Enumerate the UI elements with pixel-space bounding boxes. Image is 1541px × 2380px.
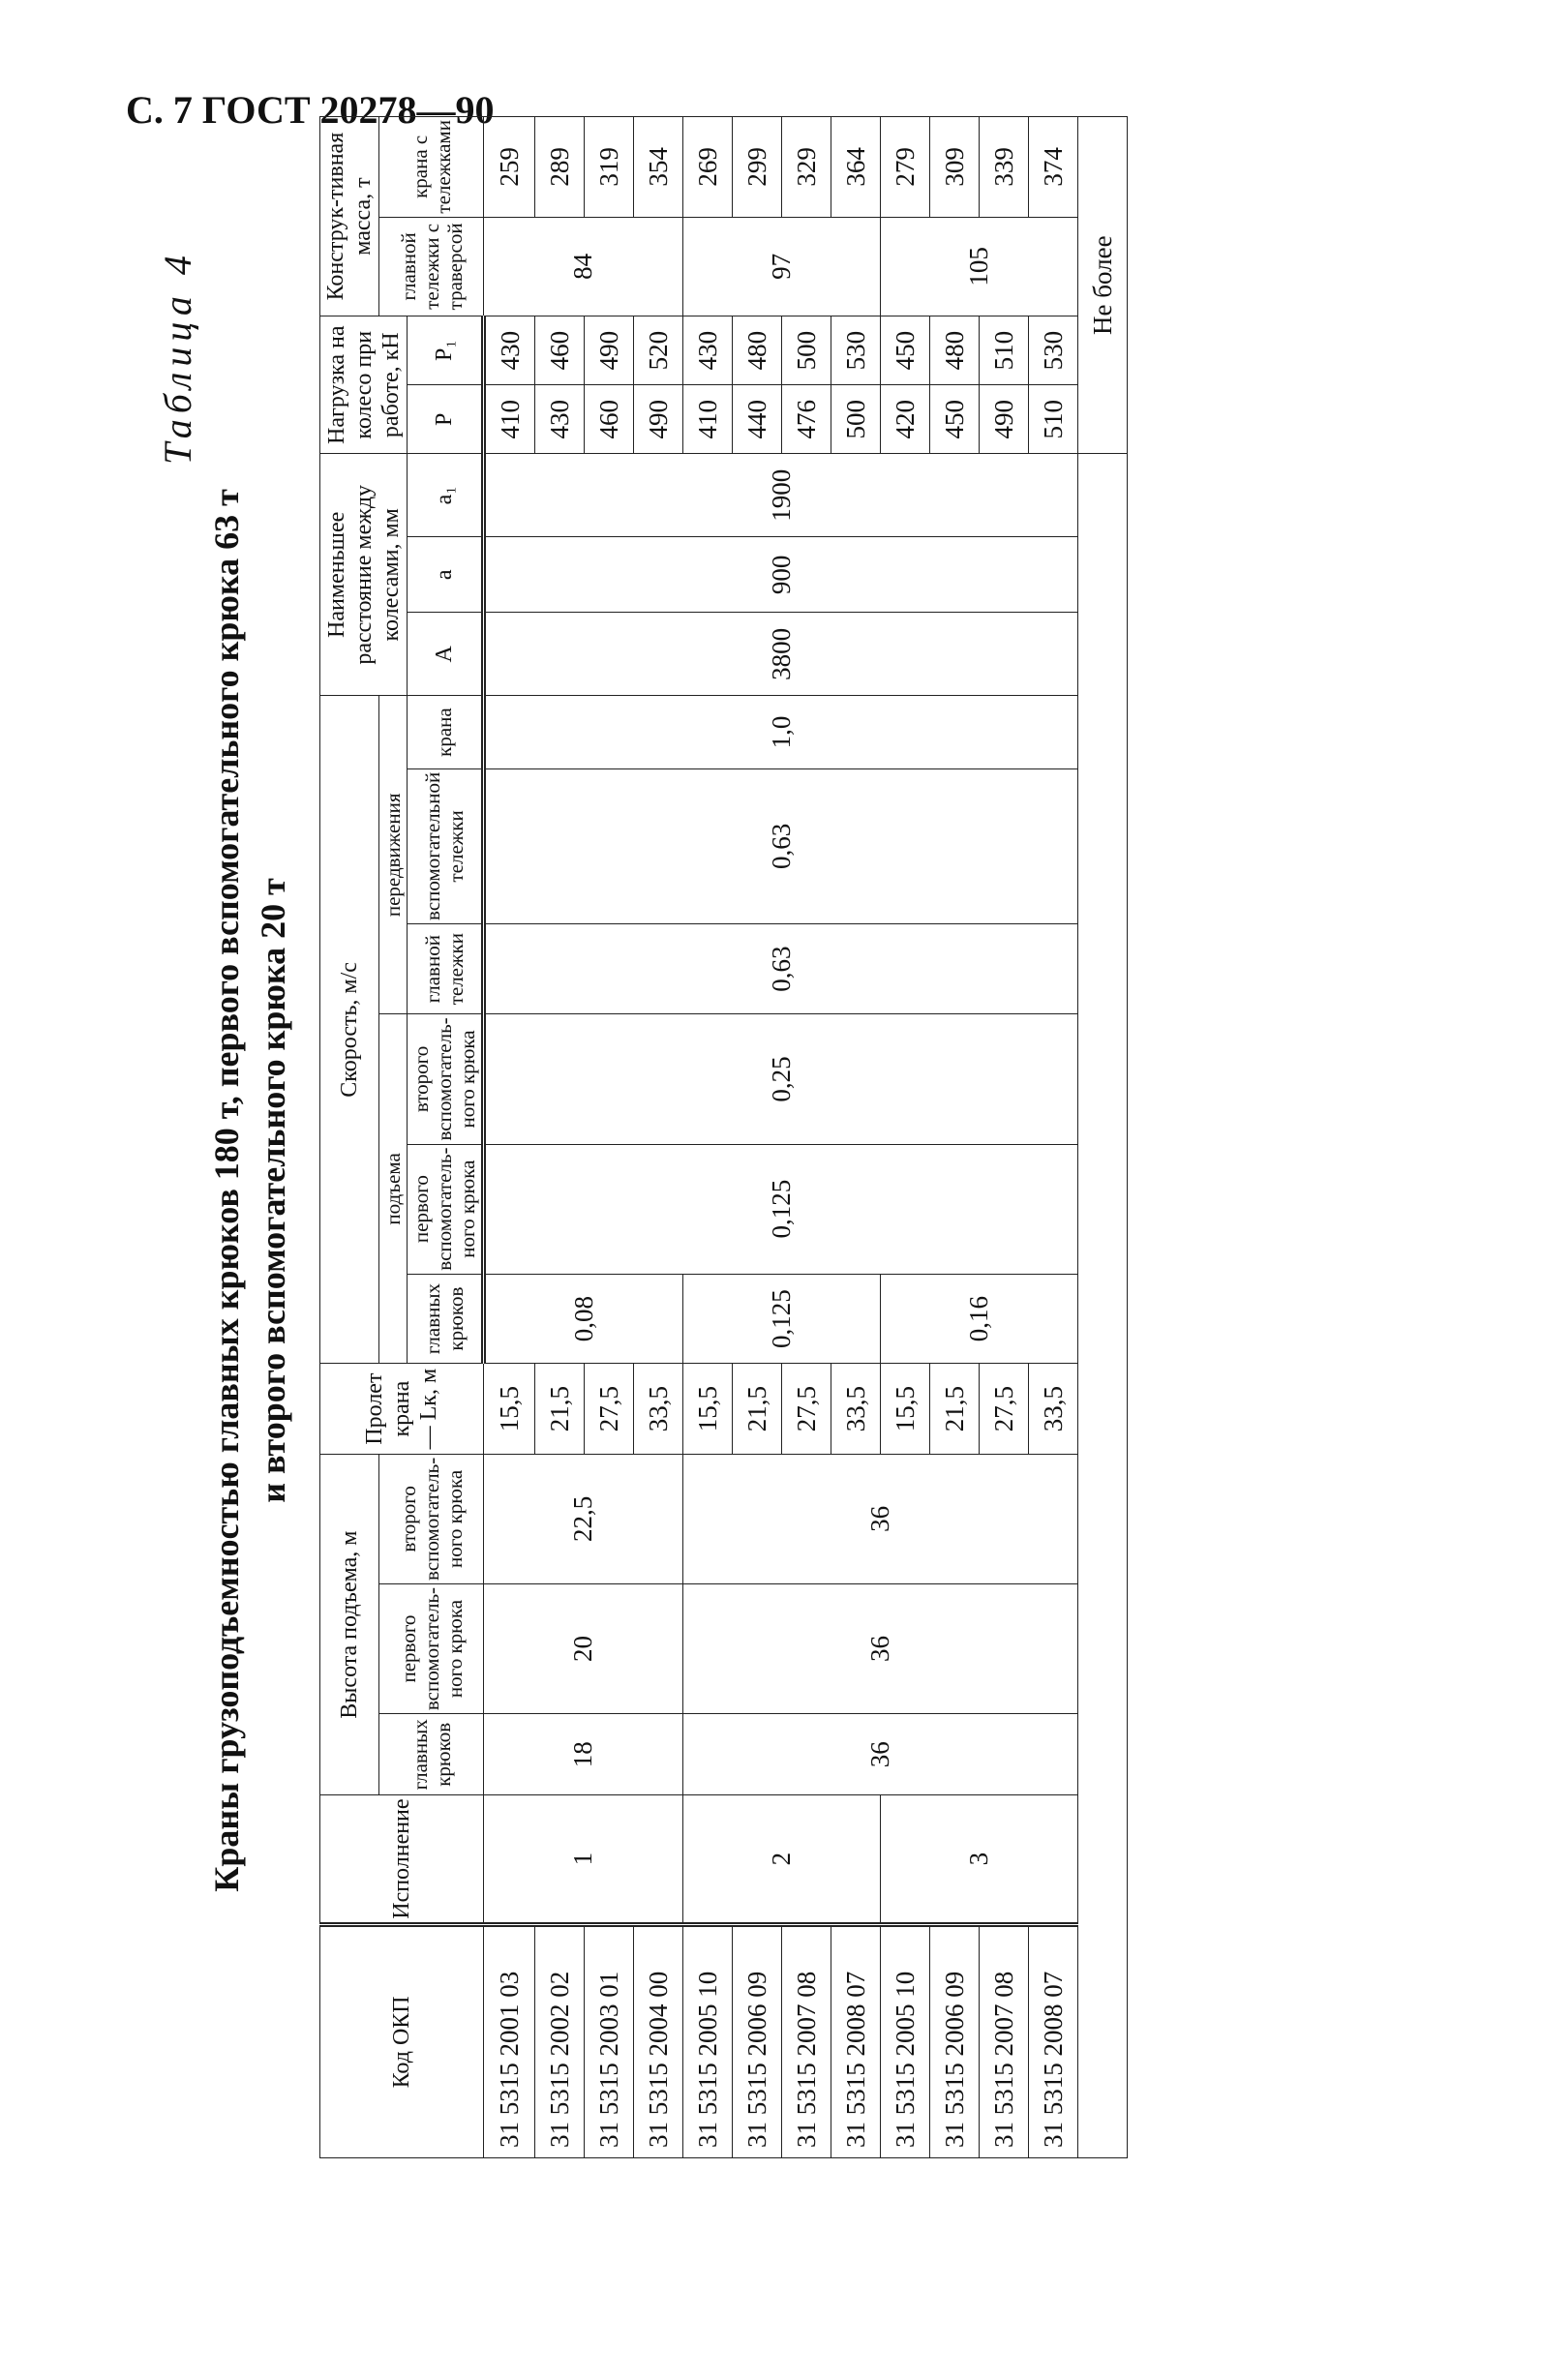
dist-A-value: 3800 bbox=[484, 613, 1078, 696]
span-value: 15,5 bbox=[484, 1364, 535, 1454]
load-P-value: 500 bbox=[831, 385, 881, 454]
mass-crane-value: 259 bbox=[484, 117, 535, 218]
okp-code: 31 5315 2008 07 bbox=[1029, 1924, 1078, 2157]
load-P-value: 460 bbox=[585, 385, 634, 454]
load-P1-value: 430 bbox=[484, 316, 535, 385]
page-header: С. 7 ГОСТ 20278—90 bbox=[126, 88, 495, 132]
mass-crane-value: 354 bbox=[634, 117, 683, 218]
header-dist-A: A bbox=[408, 613, 484, 696]
okp-code: 31 5315 2007 08 bbox=[980, 1924, 1029, 2157]
okp-code: 31 5315 2005 10 bbox=[683, 1924, 733, 2157]
load-P-value: 410 bbox=[484, 385, 535, 454]
header-distance: Наименьшее расстояние между колесами, мм bbox=[320, 454, 408, 696]
load-P1-value: 530 bbox=[1029, 316, 1078, 385]
load-P1-value: 500 bbox=[782, 316, 831, 385]
header-load-P1: P₁ bbox=[408, 316, 484, 385]
lift-main-value: 18 bbox=[484, 1714, 683, 1795]
dist-a-value: 900 bbox=[484, 537, 1078, 613]
header-speed-main-trolley: главной тележки bbox=[408, 923, 484, 1013]
load-P-value: 510 bbox=[1029, 385, 1078, 454]
load-P1-value: 460 bbox=[535, 316, 585, 385]
crane-table bbox=[319, 116, 1128, 2158]
table-label: Таблица 4 bbox=[156, 250, 199, 465]
lift-aux1-value: 36 bbox=[683, 1583, 1078, 1713]
load-P-value: 450 bbox=[930, 385, 980, 454]
dist-a1-value: 1900 bbox=[484, 454, 1078, 537]
header-lift-main: главных крюков bbox=[379, 1714, 484, 1795]
span-value: 27,5 bbox=[980, 1364, 1029, 1454]
mass-crane-value: 374 bbox=[1029, 117, 1078, 218]
okp-code: 31 5315 2006 09 bbox=[733, 1924, 782, 2157]
speed-main-trolley-value: 0,63 bbox=[484, 923, 1078, 1013]
header-load-P: P bbox=[408, 385, 484, 454]
header-mass: Конструк-тивная масса, т bbox=[320, 117, 379, 316]
load-P1-value: 530 bbox=[831, 316, 881, 385]
okp-code: 31 5315 2002 02 bbox=[535, 1924, 585, 2157]
header-mass-trolley: главной тележки с траверсой bbox=[379, 217, 484, 316]
mass-crane-value: 319 bbox=[585, 117, 634, 218]
span-value: 27,5 bbox=[782, 1364, 831, 1454]
load-P-value: 476 bbox=[782, 385, 831, 454]
load-P-value: 490 bbox=[634, 385, 683, 454]
mass-trolley-value: 105 bbox=[881, 217, 1078, 316]
lift-aux2-value: 22,5 bbox=[484, 1454, 683, 1583]
load-P-value: 430 bbox=[535, 385, 585, 454]
load-P1-value: 450 bbox=[881, 316, 930, 385]
lift-main-value: 36 bbox=[683, 1714, 1078, 1795]
span-value: 27,5 bbox=[585, 1364, 634, 1454]
header-okp: Код ОКП bbox=[320, 1924, 484, 2157]
speed-main-value: 0,16 bbox=[881, 1274, 1078, 1364]
okp-code: 31 5315 2001 03 bbox=[484, 1924, 535, 2157]
speed-crane-value: 1,0 bbox=[484, 696, 1078, 769]
load-P1-value: 510 bbox=[980, 316, 1029, 385]
header-execution: Исполнение bbox=[320, 1795, 484, 1924]
span-value: 21,5 bbox=[535, 1364, 585, 1454]
mass-crane-value: 364 bbox=[831, 117, 881, 218]
mass-crane-value: 289 bbox=[535, 117, 585, 218]
execution-value: 3 bbox=[881, 1795, 1078, 1924]
header-speed-aux1: первого вспомогатель-ного крюка bbox=[408, 1144, 484, 1274]
header-lift-aux2: второго вспомогатель-ного крюка bbox=[379, 1454, 484, 1583]
execution-value: 2 bbox=[683, 1795, 881, 1924]
execution-value: 1 bbox=[484, 1795, 683, 1924]
header-speed-aux-trolley: вспомогательной тележки bbox=[408, 768, 484, 923]
mass-crane-value: 339 bbox=[980, 117, 1029, 218]
mass-crane-value: 299 bbox=[733, 117, 782, 218]
load-P-value: 490 bbox=[980, 385, 1029, 454]
mass-crane-value: 329 bbox=[782, 117, 831, 218]
header-dist-a: a bbox=[408, 537, 484, 613]
span-value: 33,5 bbox=[1029, 1364, 1078, 1454]
okp-code: 31 5315 2007 08 bbox=[782, 1924, 831, 2157]
header-span: Пролет крана — Lк, м bbox=[320, 1364, 484, 1454]
header-row-1 bbox=[320, 117, 379, 2158]
header-wheel-load: Нагрузка на колесо при работе, кН bbox=[320, 316, 408, 454]
span-value: 15,5 bbox=[683, 1364, 733, 1454]
header-speed-crane: крана bbox=[408, 696, 484, 769]
lift-aux1-value: 20 bbox=[484, 1583, 683, 1713]
load-P1-value: 480 bbox=[733, 316, 782, 385]
span-value: 21,5 bbox=[930, 1364, 980, 1454]
speed-aux-trolley-value: 0,63 bbox=[484, 768, 1078, 923]
okp-code: 31 5315 2005 10 bbox=[881, 1924, 930, 2157]
load-P1-value: 490 bbox=[585, 316, 634, 385]
span-value: 33,5 bbox=[831, 1364, 881, 1454]
load-P-value: 420 bbox=[881, 385, 930, 454]
header-speed-aux2: второго вспомогатель-ного крюка bbox=[408, 1014, 484, 1144]
header-speed: Скорость, м/с bbox=[320, 696, 379, 1364]
lift-aux2-value: 36 bbox=[683, 1454, 1078, 1583]
mass-crane-value: 309 bbox=[930, 117, 980, 218]
okp-code: 31 5315 2004 00 bbox=[634, 1924, 683, 2157]
span-value: 21,5 bbox=[733, 1364, 782, 1454]
header-speed-lift: подъема bbox=[379, 1014, 408, 1364]
span-value: 33,5 bbox=[634, 1364, 683, 1454]
speed-main-value: 0,125 bbox=[683, 1274, 881, 1364]
table-wrapper bbox=[319, 116, 1128, 2158]
header-lift-height: Высота подъема, м bbox=[320, 1454, 379, 1795]
speed-main-value: 0,08 bbox=[484, 1274, 683, 1364]
load-P1-value: 480 bbox=[930, 316, 980, 385]
not-more-row bbox=[1078, 117, 1128, 2158]
header-dist-a1: a₁ bbox=[408, 454, 484, 537]
speed-aux1-value: 0,125 bbox=[484, 1144, 1078, 1274]
header-mass-crane: крана с тележками bbox=[379, 117, 484, 218]
header-speed-main: главных крюков bbox=[408, 1274, 484, 1364]
mass-trolley-value: 84 bbox=[484, 217, 683, 316]
rotated-table-block bbox=[145, 116, 1423, 2265]
mass-crane-value: 269 bbox=[683, 117, 733, 218]
speed-aux2-value: 0,25 bbox=[484, 1014, 1078, 1144]
table-title-line-2: и второго вспомогательного крюка 20 т bbox=[254, 878, 292, 1503]
table-title-line-1: Краны грузоподъемностью главных крюков 180 т, первого вспомогательного крюка 63 т bbox=[207, 489, 246, 1892]
table-row bbox=[484, 117, 535, 2158]
not-more-spacer bbox=[1078, 454, 1128, 2158]
okp-code: 31 5315 2003 01 bbox=[585, 1924, 634, 2157]
table-title bbox=[203, 116, 296, 2265]
span-value: 15,5 bbox=[881, 1364, 930, 1454]
mass-trolley-value: 97 bbox=[683, 217, 881, 316]
header-lift-aux1: первого вспомогатель-ного крюка bbox=[379, 1583, 484, 1713]
load-P-value: 440 bbox=[733, 385, 782, 454]
not-more-label: Не более bbox=[1078, 117, 1128, 454]
load-P-value: 410 bbox=[683, 385, 733, 454]
okp-code: 31 5315 2006 09 bbox=[930, 1924, 980, 2157]
okp-code: 31 5315 2008 07 bbox=[831, 1924, 881, 2157]
load-P1-value: 430 bbox=[683, 316, 733, 385]
load-P1-value: 520 bbox=[634, 316, 683, 385]
mass-crane-value: 279 bbox=[881, 117, 930, 218]
header-speed-travel: передвижения bbox=[379, 696, 408, 1014]
